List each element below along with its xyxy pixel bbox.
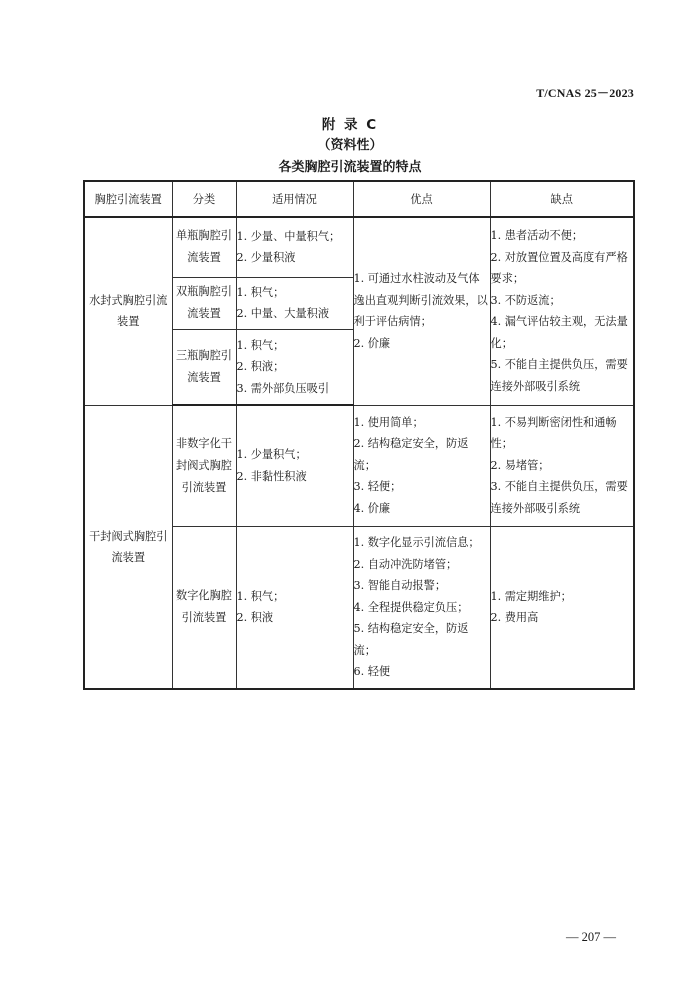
indications-cell [236,329,353,405]
list-item: 3. 不防返流； [490,293,561,307]
column-header: 分类 [172,181,236,217]
table-header-row [84,181,634,217]
category-cell: 干封阀式胸腔引流装置 [84,405,172,689]
list-item: 2. 自动冲洗防堵管； [353,557,458,571]
subtype-cell: 非数字化干封阀式胸腔引流装置 [172,405,236,526]
indications-cell [236,277,353,329]
list-item: 3. 需外部负压吸引 [236,381,330,395]
subtype-cell: 数字化胸腔引流装置 [172,526,236,689]
disadvantages-cell [490,405,634,526]
list-item: 3. 智能自动报警； [353,579,447,592]
list-item: 1. 数字化显示引流信息； [353,536,480,549]
advantages-cell [353,526,490,689]
table-row [84,405,634,526]
table-row [84,217,634,277]
subtype-cell: 双瓶胸腔引流装置 [172,277,236,329]
drainage-device-table [83,180,635,690]
indications-cell [236,526,353,689]
list-item: 2. 积液； [236,360,285,373]
document-code: T/CNAS 25－2023 [536,86,634,100]
column-header: 胸腔引流装置 [84,181,172,217]
indications-cell [236,217,353,277]
list-item: 2. 中量、大量积液 [236,307,330,320]
column-header: 缺点 [490,181,634,217]
annex-title: 附 录 C [321,117,379,133]
list-item: 4. 价廉 [353,501,391,515]
subtype-cell: 单瓶胸腔引流装置 [172,217,236,277]
list-item: 1. 少量积气； [236,448,307,462]
list-item: 2. 少量积液 [236,251,296,265]
list-item: 1. 积气； [236,338,285,352]
category-cell: 水封式胸腔引流装置 [84,217,172,405]
list-item: 2. 易堵管； [490,458,550,472]
list-item: 4. 漏气评估较主观，无法量化； [490,315,628,350]
list-item: 2. 积液 [236,611,274,625]
column-header: 优点 [353,181,490,217]
page-number: — 207 — [566,930,616,944]
list-item: 1. 少量、中量积气； [236,229,341,243]
list-item: 1. 不易判断密闭性和通畅性； [490,415,617,451]
list-item: 2. 费用高 [490,611,539,625]
list-item: 5. 结构稳定安全，防返流； [353,622,469,657]
list-item: 4. 全程提供稳定负压； [353,600,469,614]
list-item: 3. 轻便； [353,480,402,494]
column-header: 适用情况 [236,181,353,217]
list-item: 2. 结构稳定安全，防返流； [353,437,469,472]
subtype-cell: 三瓶胸腔引流装置 [172,329,236,405]
list-item: 1. 需定期维护； [490,589,572,603]
list-item: 1. 可通过水柱波动及气体逸出直观判断引流效果，以利于评估病情； [353,272,488,329]
list-item: 2. 非黏性积液 [236,469,307,483]
list-item: 6. 轻便 [353,665,391,678]
list-item: 3. 不能自主提供负压，需要连接外部吸引系统 [490,480,628,515]
list-item: 2. 价廉 [353,336,391,350]
indications-cell [236,405,353,526]
annex-subtitle: （资料性） [317,138,383,153]
list-item: 1. 使用简单； [353,415,424,429]
list-item: 2. 对放置位置及高度有严格要求； [490,250,628,286]
list-item: 1. 患者活动不便； [490,229,584,243]
list-item: 1. 积气； [236,589,285,603]
list-item: 5. 不能自主提供负压，需要连接外部吸引系统 [490,358,628,393]
table-title: 各类胸腔引流装置的特点 [278,160,422,175]
disadvantages-cell [490,217,634,405]
list-item: 1. 积气； [236,285,285,299]
advantages-cell [353,217,490,405]
disadvantages-cell [490,526,634,689]
advantages-cell [353,405,490,526]
